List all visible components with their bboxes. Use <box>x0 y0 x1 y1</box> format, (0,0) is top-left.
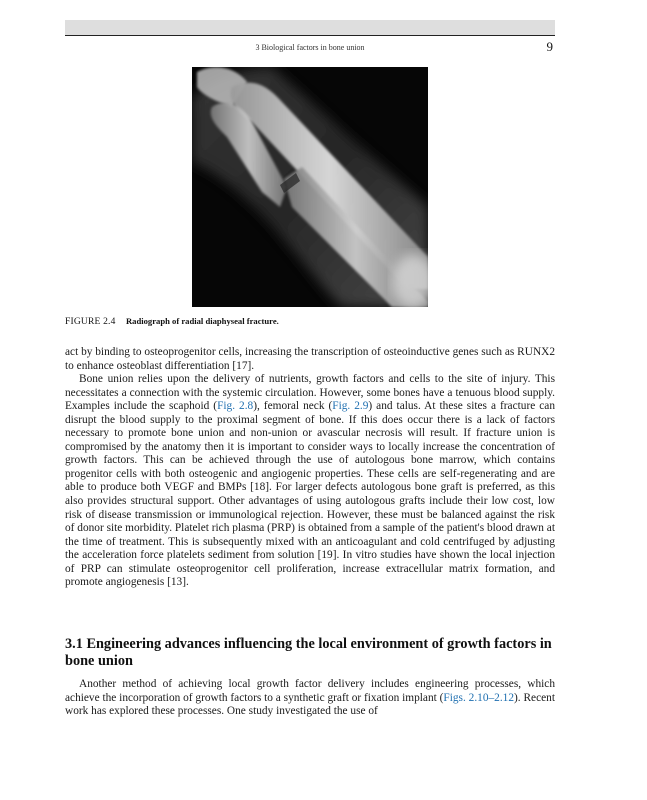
section-body <box>65 678 555 719</box>
radiograph-figure <box>192 67 428 307</box>
figure-link-2-8[interactable]: Fig. 2.8 <box>217 400 254 413</box>
section-paragraph <box>65 678 555 719</box>
figure-caption-text: Radiograph of radial diaphyseal fracture. <box>125 316 279 326</box>
text-run: Bone union relies upon the delivery of nutrients, growth factors and cells to the site of injury. This necessitates a connection with the systemic circulation. However, some bones have a tenuous blood supply. Examples include the scaphoid ( <box>65 373 555 413</box>
running-head: 3 Biological factors in bone union <box>255 43 365 52</box>
figure-link-2-9[interactable]: Fig. 2.9 <box>332 400 369 413</box>
figure-caption <box>65 316 555 327</box>
text-run: ). Recent work has explored these processes. One study investigated the use of <box>65 691 555 718</box>
paragraph-1 <box>65 346 555 373</box>
text-run: ) and talus. At these sites a fracture can disrupt the blood supply to the proximal segment of bone. If this does occur there is a lack of factors necessary to promote bone union and non-union or avascular necrosis will result. If fracture union is compromised by the anatomy then it is important to consider ways to locally increase the concentration of growth factors. This can be achieved through the use of autologous bone marrow, which contains progenitor cells with both osteogenic and angiogenic properties. These cells are self-regenerating and are able to produce both VEGF and BMPs [18]. For larger defects autologous bone graft is preferred, as this also provides structural support. Other advantages of using autologous grafts include their low cost, low risk of disease transmission or immunological rejection. However, these must be balanced against the risk of donor site morbidity. Platelet rich plasma (PRP) is obtained from a sample of the patient's blood drawn at the time of treatment. This is subsequently mixed with an anticoagulant and cold centrifuged by adjusting the acceleration force platelets sediment from solution [19]. In vitro studies have shown the local injection of PRP can stimulate osteoprogenitor cell proliferation, increase extracellular matrix formation, and promote angiogenesis [13]. <box>65 400 555 589</box>
text-run: ), femoral neck ( <box>253 400 333 413</box>
radiograph-image <box>192 67 428 307</box>
section-heading: 3.1 Engineering advances influencing the local environment of growth factors in bone union <box>65 636 552 669</box>
page-number: 9 <box>546 39 553 54</box>
figure-label: FIGURE 2.4 <box>65 317 116 327</box>
paragraph-2 <box>65 373 555 590</box>
text-run: Another method of achieving local growth factor delivery includes engineering processes, which achieve the incorporation of growth factors to a synthetic graft or fixation implant ( <box>65 678 555 704</box>
figure-link-2-10-2-12[interactable]: Figs. 2.10–2.12 <box>443 691 515 704</box>
top-bar <box>65 20 555 35</box>
body-text <box>65 346 555 590</box>
page-header <box>65 35 555 58</box>
text-run: act by binding to osteoprogenitor cells, increasing the transcription of osteoinductive genes such as RUNX2 to enhance osteoblast differentiation [17]. <box>65 346 555 372</box>
